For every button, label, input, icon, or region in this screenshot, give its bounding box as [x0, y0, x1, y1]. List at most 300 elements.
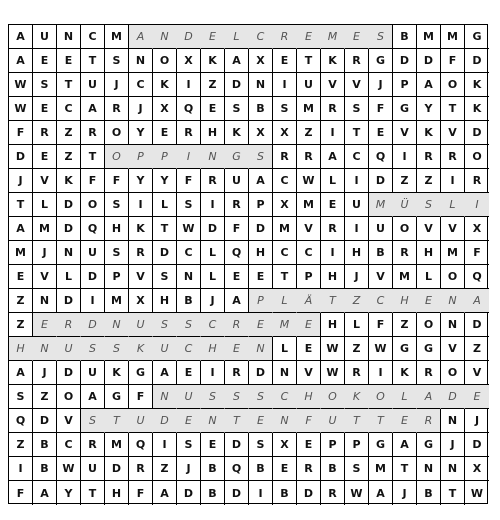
grid-cell[interactable]: V: [465, 361, 489, 385]
grid-cell[interactable]: D: [33, 409, 57, 433]
grid-cell[interactable]: X: [465, 217, 489, 241]
grid-cell[interactable]: P: [345, 433, 369, 457]
grid-cell[interactable]: E: [369, 121, 393, 145]
grid-cell[interactable]: C: [369, 289, 393, 313]
grid-cell[interactable]: E: [297, 25, 321, 49]
grid-cell[interactable]: M: [105, 433, 129, 457]
grid-cell[interactable]: B: [369, 241, 393, 265]
grid-cell[interactable]: R: [393, 241, 417, 265]
grid-cell[interactable]: Z: [345, 289, 369, 313]
grid-cell[interactable]: D: [369, 169, 393, 193]
grid-cell[interactable]: R: [129, 457, 153, 481]
grid-cell[interactable]: R: [273, 145, 297, 169]
grid-cell[interactable]: D: [81, 265, 105, 289]
grid-cell[interactable]: T: [153, 217, 177, 241]
grid-cell[interactable]: D: [81, 313, 105, 337]
grid-cell[interactable]: T: [441, 481, 465, 505]
grid-cell[interactable]: T: [225, 409, 249, 433]
grid-cell[interactable]: X: [249, 49, 273, 73]
grid-cell[interactable]: E: [417, 289, 441, 313]
grid-cell[interactable]: E: [201, 433, 225, 457]
grid-cell[interactable]: O: [393, 217, 417, 241]
grid-cell[interactable]: J: [9, 169, 33, 193]
grid-cell[interactable]: Z: [417, 169, 441, 193]
grid-cell[interactable]: R: [321, 481, 345, 505]
grid-cell[interactable]: Q: [177, 97, 201, 121]
grid-cell[interactable]: S: [345, 457, 369, 481]
grid-cell[interactable]: X: [273, 193, 297, 217]
grid-cell[interactable]: A: [9, 49, 33, 73]
grid-cell[interactable]: F: [9, 481, 33, 505]
grid-cell[interactable]: M: [369, 457, 393, 481]
grid-cell[interactable]: Y: [417, 97, 441, 121]
grid-cell[interactable]: R: [297, 145, 321, 169]
grid-cell[interactable]: K: [105, 361, 129, 385]
grid-cell[interactable]: R: [345, 49, 369, 73]
grid-cell[interactable]: D: [441, 385, 465, 409]
grid-cell[interactable]: Z: [9, 433, 33, 457]
grid-cell[interactable]: P: [249, 289, 273, 313]
grid-cell[interactable]: U: [81, 73, 105, 97]
grid-cell[interactable]: S: [105, 337, 129, 361]
grid-cell[interactable]: P: [105, 265, 129, 289]
grid-cell[interactable]: Z: [393, 169, 417, 193]
grid-cell[interactable]: S: [105, 49, 129, 73]
grid-cell[interactable]: D: [153, 409, 177, 433]
grid-cell[interactable]: I: [201, 361, 225, 385]
grid-cell[interactable]: N: [153, 25, 177, 49]
grid-cell[interactable]: H: [105, 217, 129, 241]
grid-cell[interactable]: S: [249, 385, 273, 409]
grid-cell[interactable]: X: [465, 457, 489, 481]
grid-cell[interactable]: S: [369, 25, 393, 49]
grid-cell[interactable]: D: [105, 457, 129, 481]
grid-cell[interactable]: F: [369, 97, 393, 121]
grid-cell[interactable]: E: [33, 97, 57, 121]
grid-cell[interactable]: A: [9, 25, 33, 49]
grid-cell[interactable]: F: [9, 121, 33, 145]
grid-cell[interactable]: T: [81, 49, 105, 73]
grid-cell[interactable]: E: [177, 361, 201, 385]
grid-cell[interactable]: H: [345, 241, 369, 265]
grid-cell[interactable]: K: [153, 73, 177, 97]
grid-cell[interactable]: U: [153, 337, 177, 361]
grid-cell[interactable]: V: [441, 217, 465, 241]
grid-cell[interactable]: Z: [153, 457, 177, 481]
grid-cell[interactable]: Y: [153, 169, 177, 193]
grid-cell[interactable]: H: [9, 337, 33, 361]
grid-cell[interactable]: T: [9, 193, 33, 217]
grid-cell[interactable]: S: [225, 97, 249, 121]
grid-cell[interactable]: R: [105, 97, 129, 121]
grid-cell[interactable]: T: [345, 409, 369, 433]
grid-cell[interactable]: Q: [9, 409, 33, 433]
grid-cell[interactable]: E: [393, 409, 417, 433]
grid-cell[interactable]: U: [369, 217, 393, 241]
grid-cell[interactable]: B: [33, 433, 57, 457]
grid-cell[interactable]: A: [465, 289, 489, 313]
grid-cell[interactable]: O: [153, 49, 177, 73]
grid-cell[interactable]: R: [33, 121, 57, 145]
grid-cell[interactable]: R: [129, 241, 153, 265]
grid-cell[interactable]: I: [321, 121, 345, 145]
grid-cell[interactable]: R: [441, 145, 465, 169]
grid-cell[interactable]: S: [177, 313, 201, 337]
grid-cell[interactable]: J: [465, 409, 489, 433]
grid-cell[interactable]: N: [33, 289, 57, 313]
grid-cell[interactable]: A: [81, 97, 105, 121]
grid-cell[interactable]: S: [201, 385, 225, 409]
grid-cell[interactable]: M: [105, 289, 129, 313]
grid-cell[interactable]: L: [345, 313, 369, 337]
grid-cell[interactable]: V: [441, 121, 465, 145]
grid-cell[interactable]: D: [249, 361, 273, 385]
grid-cell[interactable]: A: [249, 169, 273, 193]
grid-cell[interactable]: V: [297, 361, 321, 385]
grid-cell[interactable]: W: [369, 337, 393, 361]
grid-cell[interactable]: X: [153, 97, 177, 121]
grid-cell[interactable]: X: [273, 121, 297, 145]
grid-cell[interactable]: E: [321, 193, 345, 217]
grid-cell[interactable]: Z: [201, 73, 225, 97]
grid-cell[interactable]: I: [249, 481, 273, 505]
grid-cell[interactable]: K: [129, 337, 153, 361]
grid-cell[interactable]: J: [33, 241, 57, 265]
grid-cell[interactable]: Q: [225, 457, 249, 481]
grid-cell[interactable]: Z: [57, 121, 81, 145]
grid-cell[interactable]: C: [297, 241, 321, 265]
grid-cell[interactable]: V: [369, 265, 393, 289]
grid-cell[interactable]: A: [81, 385, 105, 409]
grid-cell[interactable]: G: [393, 337, 417, 361]
grid-cell[interactable]: V: [417, 217, 441, 241]
grid-cell[interactable]: G: [225, 145, 249, 169]
grid-cell[interactable]: U: [129, 313, 153, 337]
grid-cell[interactable]: T: [273, 265, 297, 289]
grid-cell[interactable]: X: [129, 289, 153, 313]
grid-cell[interactable]: Y: [129, 121, 153, 145]
grid-cell[interactable]: N: [441, 457, 465, 481]
grid-cell[interactable]: N: [441, 289, 465, 313]
grid-cell[interactable]: V: [441, 337, 465, 361]
grid-cell[interactable]: V: [129, 265, 153, 289]
grid-cell[interactable]: I: [321, 241, 345, 265]
grid-cell[interactable]: N: [105, 313, 129, 337]
grid-cell[interactable]: K: [393, 361, 417, 385]
grid-cell[interactable]: Y: [129, 169, 153, 193]
grid-cell[interactable]: E: [33, 145, 57, 169]
grid-cell[interactable]: C: [345, 145, 369, 169]
grid-cell[interactable]: K: [465, 73, 489, 97]
grid-cell[interactable]: T: [297, 49, 321, 73]
grid-cell[interactable]: K: [129, 217, 153, 241]
grid-cell[interactable]: T: [81, 481, 105, 505]
grid-cell[interactable]: U: [81, 457, 105, 481]
grid-cell[interactable]: D: [153, 241, 177, 265]
grid-cell[interactable]: B: [33, 457, 57, 481]
grid-cell[interactable]: A: [33, 481, 57, 505]
grid-cell[interactable]: L: [441, 193, 465, 217]
grid-cell[interactable]: M: [273, 217, 297, 241]
grid-cell[interactable]: H: [393, 289, 417, 313]
grid-cell[interactable]: T: [345, 121, 369, 145]
grid-cell[interactable]: D: [225, 481, 249, 505]
grid-cell[interactable]: R: [465, 169, 489, 193]
grid-cell[interactable]: R: [417, 145, 441, 169]
grid-cell[interactable]: I: [177, 73, 201, 97]
grid-cell[interactable]: D: [177, 481, 201, 505]
grid-cell[interactable]: M: [369, 193, 393, 217]
grid-cell[interactable]: N: [273, 361, 297, 385]
grid-cell[interactable]: F: [369, 313, 393, 337]
grid-cell[interactable]: I: [153, 433, 177, 457]
grid-cell[interactable]: E: [249, 313, 273, 337]
grid-cell[interactable]: N: [57, 241, 81, 265]
grid-cell[interactable]: O: [105, 121, 129, 145]
grid-cell[interactable]: M: [273, 313, 297, 337]
grid-cell[interactable]: N: [441, 409, 465, 433]
grid-cell[interactable]: E: [177, 409, 201, 433]
grid-cell[interactable]: Z: [9, 289, 33, 313]
grid-cell[interactable]: L: [153, 193, 177, 217]
grid-cell[interactable]: F: [105, 169, 129, 193]
grid-cell[interactable]: F: [441, 49, 465, 73]
grid-cell[interactable]: E: [273, 457, 297, 481]
grid-cell[interactable]: R: [273, 25, 297, 49]
grid-cell[interactable]: F: [129, 385, 153, 409]
grid-cell[interactable]: C: [201, 313, 225, 337]
grid-cell[interactable]: B: [177, 289, 201, 313]
grid-cell[interactable]: H: [153, 289, 177, 313]
grid-cell[interactable]: D: [465, 433, 489, 457]
grid-cell[interactable]: E: [201, 25, 225, 49]
grid-cell[interactable]: B: [321, 457, 345, 481]
grid-cell[interactable]: V: [57, 409, 81, 433]
grid-cell[interactable]: J: [33, 361, 57, 385]
grid-cell[interactable]: E: [249, 409, 273, 433]
grid-cell[interactable]: R: [417, 361, 441, 385]
grid-cell[interactable]: K: [465, 97, 489, 121]
grid-cell[interactable]: D: [225, 73, 249, 97]
grid-cell[interactable]: U: [81, 241, 105, 265]
grid-cell[interactable]: C: [273, 385, 297, 409]
grid-cell[interactable]: P: [393, 73, 417, 97]
grid-cell[interactable]: D: [393, 49, 417, 73]
grid-cell[interactable]: D: [465, 313, 489, 337]
grid-cell[interactable]: Q: [465, 265, 489, 289]
grid-cell[interactable]: E: [345, 25, 369, 49]
grid-cell[interactable]: S: [249, 433, 273, 457]
grid-cell[interactable]: G: [129, 361, 153, 385]
grid-cell[interactable]: O: [441, 265, 465, 289]
grid-cell[interactable]: Y: [57, 481, 81, 505]
grid-cell[interactable]: S: [33, 73, 57, 97]
grid-cell[interactable]: G: [369, 433, 393, 457]
grid-cell[interactable]: L: [321, 169, 345, 193]
grid-cell[interactable]: B: [417, 481, 441, 505]
grid-cell[interactable]: B: [273, 481, 297, 505]
grid-cell[interactable]: T: [321, 289, 345, 313]
grid-cell[interactable]: E: [57, 49, 81, 73]
grid-cell[interactable]: D: [465, 121, 489, 145]
grid-cell[interactable]: E: [33, 49, 57, 73]
grid-cell[interactable]: A: [393, 433, 417, 457]
grid-cell[interactable]: H: [249, 241, 273, 265]
grid-cell[interactable]: I: [177, 145, 201, 169]
grid-cell[interactable]: N: [249, 337, 273, 361]
grid-cell[interactable]: A: [153, 481, 177, 505]
grid-cell[interactable]: A: [225, 49, 249, 73]
grid-cell[interactable]: H: [297, 385, 321, 409]
grid-cell[interactable]: R: [81, 433, 105, 457]
grid-cell[interactable]: C: [177, 337, 201, 361]
grid-cell[interactable]: J: [105, 73, 129, 97]
grid-cell[interactable]: E: [225, 265, 249, 289]
grid-cell[interactable]: D: [9, 145, 33, 169]
grid-cell[interactable]: Q: [129, 433, 153, 457]
grid-cell[interactable]: L: [33, 193, 57, 217]
grid-cell[interactable]: G: [417, 337, 441, 361]
grid-cell[interactable]: V: [393, 121, 417, 145]
grid-cell[interactable]: G: [417, 433, 441, 457]
grid-cell[interactable]: F: [81, 169, 105, 193]
grid-cell[interactable]: H: [321, 313, 345, 337]
grid-cell[interactable]: D: [57, 193, 81, 217]
grid-cell[interactable]: N: [33, 337, 57, 361]
grid-cell[interactable]: R: [345, 361, 369, 385]
grid-cell[interactable]: D: [249, 217, 273, 241]
grid-cell[interactable]: Z: [33, 385, 57, 409]
grid-cell[interactable]: O: [417, 313, 441, 337]
grid-cell[interactable]: A: [417, 73, 441, 97]
grid-cell[interactable]: E: [297, 337, 321, 361]
grid-cell[interactable]: G: [393, 97, 417, 121]
grid-cell[interactable]: H: [201, 121, 225, 145]
grid-cell[interactable]: S: [417, 193, 441, 217]
grid-cell[interactable]: W: [9, 73, 33, 97]
grid-cell[interactable]: U: [129, 409, 153, 433]
grid-cell[interactable]: M: [33, 217, 57, 241]
grid-cell[interactable]: L: [393, 385, 417, 409]
grid-cell[interactable]: E: [273, 49, 297, 73]
grid-cell[interactable]: G: [369, 49, 393, 73]
grid-cell[interactable]: R: [57, 313, 81, 337]
grid-cell[interactable]: S: [225, 385, 249, 409]
grid-cell[interactable]: F: [177, 169, 201, 193]
grid-cell[interactable]: A: [9, 217, 33, 241]
grid-cell[interactable]: E: [33, 313, 57, 337]
grid-cell[interactable]: S: [249, 145, 273, 169]
grid-cell[interactable]: A: [417, 385, 441, 409]
grid-cell[interactable]: A: [321, 145, 345, 169]
grid-cell[interactable]: P: [321, 433, 345, 457]
grid-cell[interactable]: D: [57, 289, 81, 313]
grid-cell[interactable]: I: [441, 169, 465, 193]
grid-cell[interactable]: S: [105, 241, 129, 265]
grid-cell[interactable]: M: [9, 241, 33, 265]
grid-cell[interactable]: O: [441, 73, 465, 97]
grid-cell[interactable]: Ü: [393, 193, 417, 217]
grid-cell[interactable]: T: [393, 457, 417, 481]
grid-cell[interactable]: N: [177, 265, 201, 289]
grid-cell[interactable]: N: [201, 409, 225, 433]
grid-cell[interactable]: R: [225, 193, 249, 217]
grid-cell[interactable]: W: [9, 97, 33, 121]
grid-cell[interactable]: T: [81, 145, 105, 169]
grid-cell[interactable]: S: [273, 97, 297, 121]
grid-cell[interactable]: F: [465, 241, 489, 265]
grid-cell[interactable]: E: [465, 385, 489, 409]
grid-cell[interactable]: S: [177, 193, 201, 217]
grid-cell[interactable]: E: [153, 121, 177, 145]
grid-cell[interactable]: L: [273, 289, 297, 313]
grid-cell[interactable]: Z: [9, 313, 33, 337]
grid-cell[interactable]: I: [345, 217, 369, 241]
grid-cell[interactable]: E: [9, 265, 33, 289]
grid-cell[interactable]: K: [321, 49, 345, 73]
grid-cell[interactable]: P: [129, 145, 153, 169]
grid-cell[interactable]: W: [177, 217, 201, 241]
grid-cell[interactable]: N: [249, 73, 273, 97]
grid-cell[interactable]: U: [321, 409, 345, 433]
grid-cell[interactable]: K: [345, 385, 369, 409]
grid-cell[interactable]: R: [225, 313, 249, 337]
grid-cell[interactable]: U: [345, 193, 369, 217]
grid-cell[interactable]: B: [249, 97, 273, 121]
grid-cell[interactable]: B: [249, 457, 273, 481]
grid-cell[interactable]: Z: [465, 337, 489, 361]
grid-cell[interactable]: J: [177, 457, 201, 481]
grid-cell[interactable]: L: [57, 265, 81, 289]
grid-cell[interactable]: O: [465, 145, 489, 169]
grid-cell[interactable]: A: [9, 361, 33, 385]
grid-cell[interactable]: H: [201, 337, 225, 361]
grid-cell[interactable]: S: [81, 409, 105, 433]
grid-cell[interactable]: G: [465, 25, 489, 49]
grid-cell[interactable]: O: [105, 145, 129, 169]
grid-cell[interactable]: O: [81, 193, 105, 217]
grid-cell[interactable]: A: [369, 481, 393, 505]
grid-cell[interactable]: D: [225, 433, 249, 457]
grid-cell[interactable]: R: [81, 121, 105, 145]
grid-cell[interactable]: T: [57, 73, 81, 97]
grid-cell[interactable]: B: [201, 457, 225, 481]
grid-cell[interactable]: W: [57, 457, 81, 481]
grid-cell[interactable]: K: [225, 121, 249, 145]
grid-cell[interactable]: D: [57, 361, 81, 385]
grid-cell[interactable]: U: [57, 337, 81, 361]
grid-cell[interactable]: I: [393, 145, 417, 169]
grid-cell[interactable]: S: [153, 265, 177, 289]
grid-cell[interactable]: M: [417, 25, 441, 49]
grid-cell[interactable]: O: [321, 385, 345, 409]
grid-cell[interactable]: F: [297, 409, 321, 433]
grid-cell[interactable]: M: [441, 25, 465, 49]
grid-cell[interactable]: V: [33, 265, 57, 289]
grid-cell[interactable]: N: [153, 385, 177, 409]
grid-cell[interactable]: T: [105, 409, 129, 433]
grid-cell[interactable]: R: [201, 169, 225, 193]
grid-cell[interactable]: D: [177, 25, 201, 49]
grid-cell[interactable]: E: [225, 337, 249, 361]
grid-cell[interactable]: U: [81, 361, 105, 385]
grid-cell[interactable]: I: [465, 193, 489, 217]
grid-cell[interactable]: D: [57, 217, 81, 241]
grid-cell[interactable]: Z: [297, 121, 321, 145]
grid-cell[interactable]: V: [33, 169, 57, 193]
grid-cell[interactable]: C: [273, 241, 297, 265]
grid-cell[interactable]: C: [57, 97, 81, 121]
